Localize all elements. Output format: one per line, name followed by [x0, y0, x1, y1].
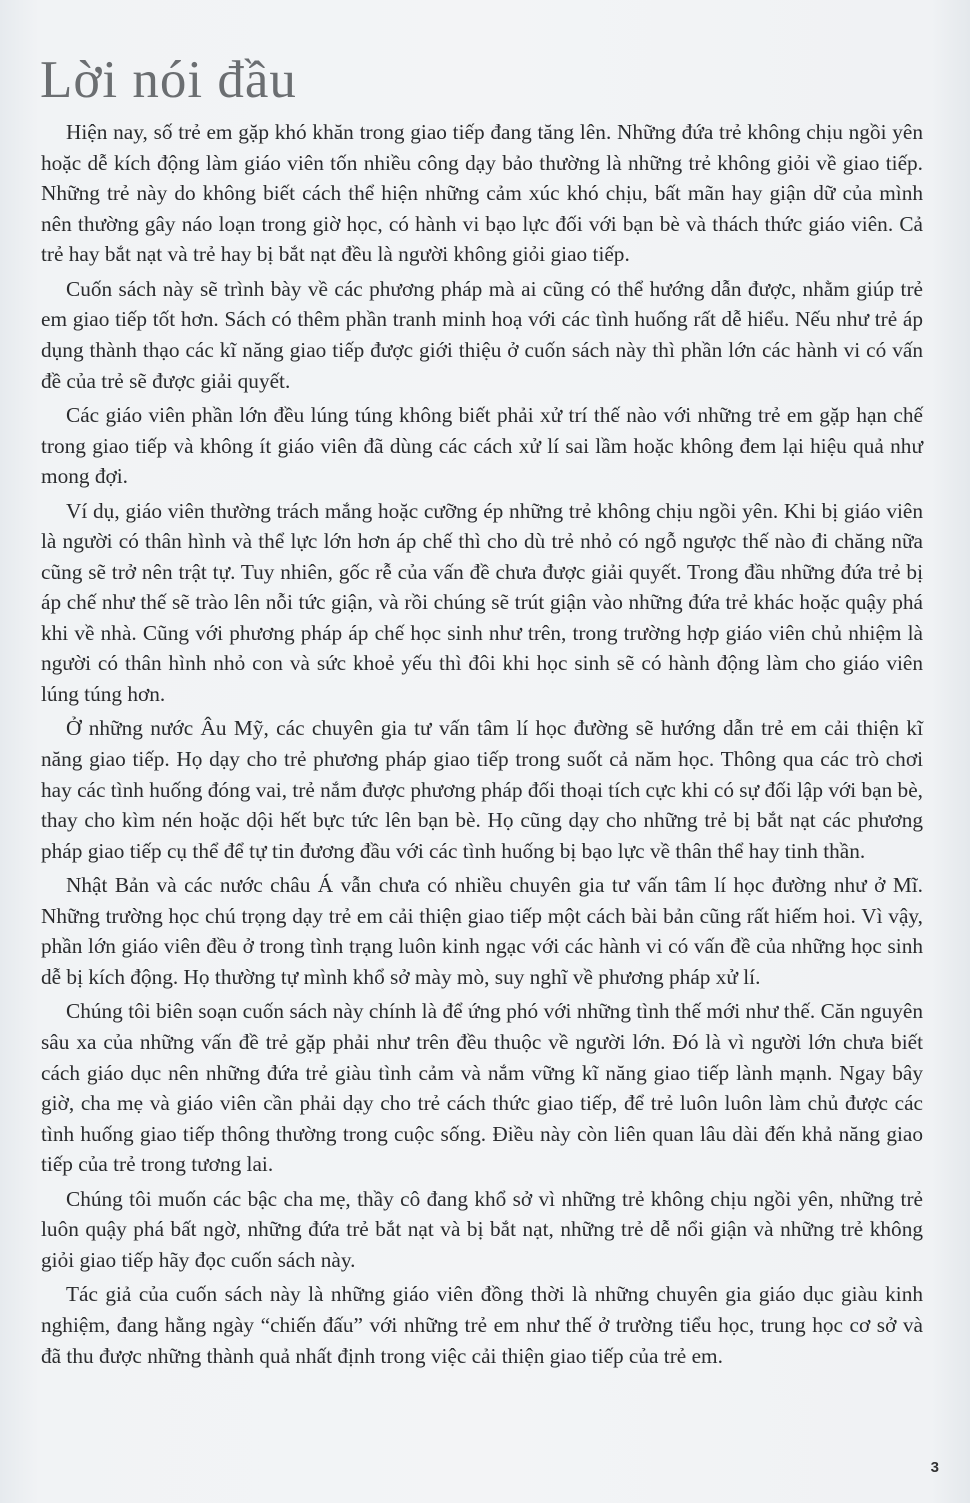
page-number: 3	[930, 1459, 939, 1476]
paragraph-8: Chúng tôi muốn các bậc cha mẹ, thầy cô đang khổ sở vì những trẻ không chịu ngồi yên, những trẻ luôn quậy phá bất ngờ, những đứa trẻ bắt nạt và bị bắt nạt, những trẻ dễ nổi giận và những trẻ không giỏi giao tiếp hãy đọc cuốn sách này.	[41, 1186, 923, 1272]
paragraph-3: Các giáo viên phần lớn đều lúng túng không biết phải xử trí thế nào với những trẻ em gặp hạn chế trong giao tiếp và không ít giáo viên đã dùng các cách xử lí sai lầm hoặc không đem lại hiệu quả như mong đợi.	[41, 402, 923, 489]
paragraph-6: Nhật Bản và các nước châu Á vẫn chưa có nhiều chuyên gia tư vấn tâm lí học đường như ở Mĩ. Những trường học chú trọng dạy trẻ em cải thiện giao tiếp một cách bài bản cũng rất hiếm hoi. Vì vậy, phần lớn giáo viên đều ở trong tình trạng luôn kinh ngạc với các hành vi có vấn đề của những học sinh dễ bị kích động. Họ thường tự mình khổ sở mày mò, suy nghĩ về phương pháp xử lí.	[41, 873, 923, 990]
paragraph-1: Hiện nay, số trẻ em gặp khó khăn trong giao tiếp đang tăng lên. Những đứa trẻ không chịu ngồi yên hoặc dễ kích động làm giáo viên tốn nhiều công dạy bảo thường là những trẻ không giỏi về giao tiếp. Những trẻ này do không biết cách thể hiện những cảm xúc khó chịu, bất mãn hay giận dữ của mình nên thường gây náo loạn trong giờ học, có hành vi bạo lực đối với bạn bè và thách thức giáo viên. Cả trẻ hay bắt nạt và trẻ hay bị bắt nạt đều là người không giỏi giao tiếp.	[41, 120, 923, 267]
paragraph-9: Tác giả của cuốn sách này là những giáo viên đồng thời là những chuyên gia giáo dục giàu kinh nghiệm, đang hằng ngày “chiến đấu” với những trẻ em như thế ở trường tiểu học, trung học cơ sở và đã thu được những thành quả nhất định trong việc cải thiện giao tiếp của trẻ em.	[41, 1282, 923, 1368]
paragraph-4: Ví dụ, giáo viên thường trách mắng hoặc cưỡng ép những trẻ không chịu ngồi yên. Khi bị giáo viên là người có thân hình và thể lực lớn hơn áp chế thì cho dù trẻ nhỏ có ngỗ ngược thế nào đi chăng nữa cũng sẽ trở nên trật tự. Tuy nhiên, gốc rễ của vấn đề chưa được giải quyết. Trong đầu những đứa trẻ bị áp chế như thế sẽ trào lên nỗi tức giận, và rồi chúng sẽ trút giận vào những đứa trẻ khác hoặc quậy phá khi về nhà. Cũng với phương pháp áp chế học sinh như trên, trong trường hợp giáo viên chủ nhiệm là người có thân hình nhỏ con và sức khoẻ yếu thì đôi khi học sinh sẽ có hành động làm cho giáo viên lúng túng hơn.	[41, 498, 923, 707]
paragraph-5: Ở những nước Âu Mỹ, các chuyên gia tư vấn tâm lí học đường sẽ hướng dẫn trẻ em cải thiện kĩ năng giao tiếp. Họ dạy cho trẻ phương pháp giao tiếp trong suốt cả năm học. Thông qua các trò chơi hay các tình huống đóng vai, trẻ nắm được phương pháp đối thoại tích cực khi có sự đối lập với bạn bè, thay cho kìm nén hoặc dội hết bực tức lên bạn bè. Họ cũng dạy cho những trẻ bị bắt nạt các phương pháp giao tiếp cụ thể để tự tin đương đầu với các tình huống bị bạo lực về thân thể hay tinh thần.	[41, 716, 923, 863]
paragraph-7: Chúng tôi biên soạn cuốn sách này chính là để ứng phó với những tình thế mới như thế. Căn nguyên sâu xa của những vấn đề trẻ gặp phải như trên đều thuộc về người lớn. Đó là vì người lớn chưa biết cách giáo dục nên những đứa trẻ giàu tình cảm và nắm vững kĩ năng giao tiếp lành mạnh. Ngay bây giờ, cha mẹ và giáo viên cần phải dạy cho trẻ cách thức giao tiếp, để trẻ luôn luôn làm chủ được các tình huống giao tiếp thông thường trong cuộc sống. Điều này còn liên quan lâu dài đến khả năng giao tiếp của trẻ trong tương lai.	[41, 999, 923, 1177]
page-title: Lời nói đầu	[40, 51, 297, 109]
preface-body	[41, 117, 923, 1375]
paragraph-2: Cuốn sách này sẽ trình bày về các phương pháp mà ai cũng có thể hướng dẫn được, nhằm giúp trẻ em giao tiếp tốt hơn. Sách có thêm phần tranh minh hoạ với các tình huống rất dễ hiểu. Nếu như trẻ áp dụng thành thạo các kĩ năng giao tiếp được giới thiệu ở cuốn sách này thì phần lớn các hành vi có vấn đề của trẻ sẽ được giải quyết.	[41, 276, 923, 393]
